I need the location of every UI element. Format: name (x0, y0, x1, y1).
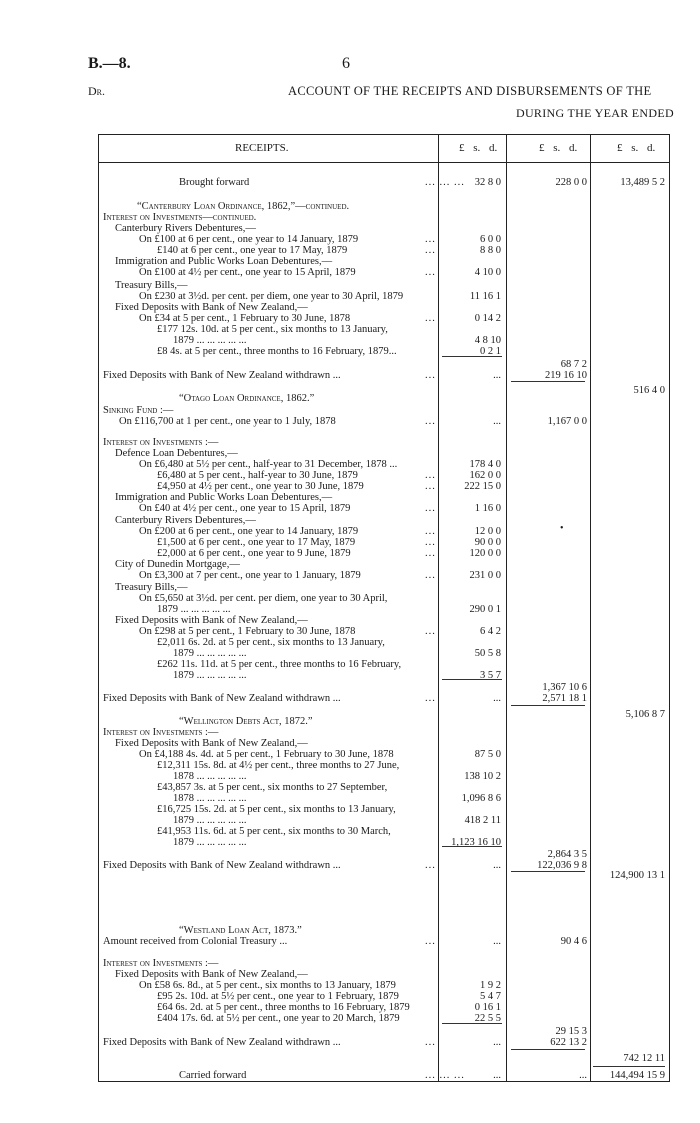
amount-c1: ... (493, 416, 501, 427)
row-label: Defence Loan Debentures,— (115, 448, 238, 459)
amount-c1: ... (493, 936, 501, 947)
table-row (99, 234, 669, 245)
amount-c1: 4 8 10 (474, 335, 501, 346)
sum-rule (442, 356, 502, 357)
amount-c1: 8 8 0 (480, 245, 501, 256)
table-row (99, 470, 669, 481)
table-row (99, 437, 669, 448)
sum-rule (442, 1023, 502, 1024)
amount-c1: 6 0 0 (480, 234, 501, 245)
table-row (99, 670, 669, 681)
table-row (99, 793, 669, 804)
amount-c1: ... (493, 370, 501, 381)
table-row (99, 223, 669, 234)
c2-column-header: £ s. d. (539, 142, 578, 154)
row-label: Fixed Deposits with Bank of New Zealand,— (115, 738, 308, 749)
amount-c1: 90 0 0 (474, 537, 501, 548)
row-label: 1879 ... ... ... ... ... (173, 670, 247, 681)
table-row (99, 212, 669, 223)
row-label: City of Dunedin Mortgage,— (115, 559, 240, 570)
leader-dots: ... (425, 537, 436, 548)
leader-dots: ... (425, 1037, 436, 1048)
table-row (99, 682, 669, 693)
row-label: Carried forward (179, 1070, 247, 1081)
table-row (99, 346, 669, 357)
leader-dots: ... (425, 481, 436, 492)
amount-c2: 29 15 3 (555, 1026, 587, 1037)
row-label: Fixed Deposits with Bank of New Zealand,— (115, 969, 308, 980)
row-label: “Otago Loan Ordinance, 1862.” (179, 393, 315, 404)
row-label: £6,480 at 5 per cent., half-year to 30 June, 1879 (157, 470, 358, 481)
amount-c1: 12 0 0 (474, 526, 501, 537)
header-divider (99, 162, 669, 163)
table-row (99, 593, 669, 604)
table-row (99, 416, 669, 427)
table-row (99, 837, 669, 848)
table-row (99, 815, 669, 826)
row-label: 1879 ... ... ... ... ... (173, 837, 247, 848)
table-row (99, 359, 669, 370)
amount-c1: 290 0 1 (469, 604, 501, 615)
table-row (99, 727, 669, 738)
table-row (99, 991, 669, 1002)
amount-c1: 4 10 0 (474, 267, 501, 278)
row-label: Canterbury Rivers Debentures,— (115, 223, 256, 234)
debit-side-label: Dr. (88, 84, 106, 98)
table-row (99, 771, 669, 782)
row-label: Fixed Deposits with Bank of New Zealand withdrawn ... (103, 370, 341, 381)
amount-c1: 1,096 8 6 (461, 793, 501, 804)
page-title: ACCOUNT OF THE RECEIPTS AND DISBURSEMENTS OF THE (288, 84, 652, 98)
row-label: £43,857 3s. at 5 per cent., six months to 27 September, (157, 782, 388, 793)
amount-c2: 2,864 3 5 (547, 849, 587, 860)
table-row (99, 936, 669, 947)
amount-c1: 0 14 2 (474, 313, 501, 324)
sum-rule (511, 1049, 585, 1050)
table-row (99, 267, 669, 278)
table-row (99, 503, 669, 514)
row-label: £95 2s. 10d. at 5½ per cent., one year to 1 February, 1879 (157, 991, 399, 1002)
amount-c1: 6 4 2 (480, 626, 501, 637)
receipts-column-header: RECEIPTS. (235, 142, 289, 154)
sum-rule (511, 871, 585, 872)
row-label: On £6,480 at 5½ per cent., half-year to 31 December, 1878 ... (139, 459, 398, 470)
amount-c2: 622 13 2 (550, 1037, 587, 1048)
table-row (99, 659, 669, 670)
page-subtitle: DURING THE YEAR ENDED (516, 106, 674, 120)
amount-c2: 228 0 0 (555, 177, 587, 188)
table-row (99, 302, 669, 313)
row-label: Interest on Investments :— (103, 958, 219, 969)
row-label: £41,953 11s. 6d. at 5 per cent., six months to 30 March, (157, 826, 391, 837)
row-label: Fixed Deposits with Bank of New Zealand withdrawn ... (103, 860, 341, 871)
table-row (99, 826, 669, 837)
row-label: 1878 ... ... ... ... ... (173, 793, 247, 804)
amount-c1: 1,123 16 10 (451, 837, 501, 848)
row-label: On £58 6s. 8d., at 5 per cent., six months to 13 January, 1879 (139, 980, 396, 991)
row-label: “Westland Loan Act, 1873.” (179, 925, 302, 936)
table-row (99, 782, 669, 793)
row-label: £64 6s. 2d. at 5 per cent., three months to 16 February, 1879 (157, 1002, 410, 1013)
amount-c1: 178 4 0 (469, 459, 501, 470)
amount-c1: 0 2 1 (480, 346, 501, 357)
row-label: £4,950 at 4½ per cent., one year to 30 June, 1879 (157, 481, 364, 492)
leader-dots: ... (425, 370, 436, 381)
row-label: On £100 at 6 per cent., one year to 14 January, 1879 (139, 234, 359, 245)
table-row (99, 958, 669, 969)
row-label: £2,000 at 6 per cent., one year to 9 June, 1879 (157, 548, 351, 559)
table-row (99, 626, 669, 637)
amount-c1: 50 5 8 (474, 648, 501, 659)
row-label: £262 11s. 11d. at 5 per cent., three months to 16 February, (157, 659, 402, 670)
table-row (99, 405, 669, 416)
table-row (99, 1070, 669, 1081)
leader-dots: ... (425, 416, 436, 427)
leader-dots: ... (425, 860, 436, 871)
row-label: £1,500 at 6 per cent., one year to 17 May, 1879 (157, 537, 356, 548)
table-row (99, 245, 669, 256)
row-label: £2,011 6s. 2d. at 5 per cent., six months to 13 January, (157, 637, 385, 648)
leader-dots: ... (425, 526, 436, 537)
amount-c1: 3 5 7 (480, 670, 501, 681)
amount-c2: 122,036 9 8 (537, 860, 587, 871)
table-row (99, 749, 669, 760)
amount-c1: 162 0 0 (469, 470, 501, 481)
row-label: Amount received from Colonial Treasury ... (103, 936, 288, 947)
amount-c3: 13,489 5 2 (620, 177, 665, 188)
row-label: 1879 ... ... ... ... ... (157, 604, 231, 615)
row-label: Immigration and Public Works Loan Debentures,— (115, 492, 333, 503)
table-row (99, 716, 669, 727)
amount-c1: 22 5 5 (474, 1013, 501, 1024)
amount-c1: ... (493, 1070, 501, 1081)
row-label: 1879 ... ... ... ... ... (173, 648, 247, 659)
table-row (99, 1053, 669, 1064)
row-label: Interest on Investments :— (103, 437, 219, 448)
amount-c2: 68 7 2 (560, 359, 587, 370)
document-id: B.—8. (88, 55, 131, 72)
leader-dots: ... (425, 313, 436, 324)
row-label: On £200 at 6 per cent., one year to 14 January, 1879 (139, 526, 359, 537)
amount-c1: 231 0 0 (469, 570, 501, 581)
table-row (99, 548, 669, 559)
row-label: £16,725 15s. 2d. at 5 per cent., six months to 13 January, (157, 804, 396, 815)
row-label: Fixed Deposits with Bank of New Zealand,— (115, 302, 308, 313)
row-label: Fixed Deposits with Bank of New Zealand,— (115, 615, 308, 626)
row-label: £12,311 15s. 8d. at 4½ per cent., three months to 27 June, (157, 760, 400, 771)
row-label: £8 4s. at 5 per cent., three months to 16 February, 1879... (157, 346, 397, 357)
table-row (99, 370, 669, 381)
table-row (99, 925, 669, 936)
table-row (99, 693, 669, 704)
amount-c1: 120 0 0 (469, 548, 501, 559)
table-row (99, 492, 669, 503)
table-row (99, 980, 669, 991)
row-label: £177 12s. 10d. at 5 per cent., six months to 13 January, (157, 324, 388, 335)
table-row (99, 526, 669, 537)
table-row (99, 582, 669, 593)
amount-c1: 11 16 1 (469, 291, 501, 302)
amount-c3: 144,494 15 9 (609, 1070, 665, 1081)
table-row (99, 280, 669, 291)
table-row (99, 313, 669, 324)
table-row (99, 1013, 669, 1024)
table-row (99, 738, 669, 749)
table-row (99, 637, 669, 648)
sum-rule (442, 679, 502, 680)
amount-c2: ... (579, 1070, 587, 1081)
amount-c1: 87 5 0 (474, 749, 501, 760)
leader-dots: ... (425, 693, 436, 704)
amount-c1: 1 9 2 (480, 980, 501, 991)
row-label: £404 17s. 6d. at 5½ per cent., one year to 20 March, 1879 (157, 1013, 400, 1024)
table-row (99, 335, 669, 346)
table-row (99, 760, 669, 771)
amount-c2: 2,571 18 1 (542, 693, 587, 704)
leader-dots: ... (425, 503, 436, 514)
amount-c3: 5,106 8 7 (625, 709, 665, 720)
leader-dots: ... (425, 548, 436, 559)
c1-column-header: £ s. d. (459, 142, 498, 154)
row-label: Fixed Deposits with Bank of New Zealand withdrawn ... (103, 693, 341, 704)
row-label: Sinking Fund :— (103, 405, 174, 416)
amount-c2: 1,367 10 6 (542, 682, 587, 693)
sum-rule (511, 381, 585, 382)
table-row (99, 324, 669, 335)
amount-c1: 0 16 1 (474, 1002, 501, 1013)
amount-c2: 219 16 10 (545, 370, 587, 381)
leader-dots: ... (425, 245, 436, 256)
row-label: On £34 at 5 per cent., 1 February to 30 June, 1878 (139, 313, 351, 324)
leader-dots: ... (425, 936, 436, 947)
row-label: On £298 at 5 per cent., 1 February to 30 June, 1878 (139, 626, 356, 637)
table-row (99, 559, 669, 570)
table-row (99, 177, 669, 188)
row-label: Interest on Investments—continued. (103, 212, 257, 223)
leader-dots: ... ... ... (425, 177, 465, 188)
table-row (99, 1026, 669, 1037)
amount-c3: 742 12 11 (623, 1053, 665, 1064)
row-label: Canterbury Rivers Debentures,— (115, 515, 256, 526)
row-label: Brought forward (179, 177, 250, 188)
amount-c1: ... (493, 693, 501, 704)
table-row (99, 393, 669, 404)
sum-rule (442, 846, 502, 847)
amount-c3: 124,900 13 1 (609, 870, 665, 881)
amount-c1: 222 15 0 (464, 481, 501, 492)
row-label: On £100 at 4½ per cent., one year to 15 April, 1879 (139, 267, 356, 278)
row-label: Immigration and Public Works Loan Debentures,— (115, 256, 333, 267)
leader-dots: ... (425, 470, 436, 481)
amount-c1: 32 8 0 (474, 177, 501, 188)
sum-rule (593, 1066, 665, 1067)
amount-c1: 1 16 0 (474, 503, 501, 514)
table-row (99, 804, 669, 815)
row-label: 1878 ... ... ... ... ... (173, 771, 247, 782)
amount-c1: ... (493, 1037, 501, 1048)
table-row (99, 648, 669, 659)
leader-dots: ... (425, 570, 436, 581)
table-row (99, 1002, 669, 1013)
table-row (99, 969, 669, 980)
table-row (99, 459, 669, 470)
table-row (99, 256, 669, 267)
table-row (99, 849, 669, 860)
table-row (99, 537, 669, 548)
row-label: “Wellington Debts Act, 1872.” (179, 716, 313, 727)
amount-c1: 418 2 11 (464, 815, 501, 826)
row-label: £140 at 6 per cent., one year to 17 May, 1879 (157, 245, 348, 256)
amount-c1: ... (493, 860, 501, 871)
ink-speck: • (560, 523, 564, 534)
leader-dots: ... (425, 267, 436, 278)
table-row (99, 1037, 669, 1048)
row-label: “Canterbury Loan Ordinance, 1862,”—continued. (137, 201, 350, 212)
row-label: On £116,700 at 1 per cent., one year to 1 July, 1878 (119, 416, 336, 427)
row-label: On £4,188 4s. 4d. at 5 per cent., 1 February to 30 June, 1878 (139, 749, 394, 760)
row-label: 1879 ... ... ... ... ... (173, 335, 247, 346)
amount-c1: 5 4 7 (480, 991, 501, 1002)
row-label: On £5,650 at 3½d. per cent. per diem, one year to 30 April, (139, 593, 388, 604)
page-number: 6 (342, 55, 350, 72)
row-label: Treasury Bills,— (115, 582, 188, 593)
row-label: On £230 at 3½d. per cent. per diem, one year to 30 April, 1879 (139, 291, 404, 302)
table-row (99, 291, 669, 302)
amount-c1: 138 10 2 (464, 771, 501, 782)
sum-rule (511, 705, 585, 706)
leader-dots: ... (425, 626, 436, 637)
table-row (99, 481, 669, 492)
row-label: Treasury Bills,— (115, 280, 188, 291)
table-row (99, 448, 669, 459)
row-label: On £40 at 4½ per cent., one year to 15 April, 1879 (139, 503, 351, 514)
leader-dots: ... ... ... (425, 1070, 465, 1081)
row-label: 1879 ... ... ... ... ... (173, 815, 247, 826)
leader-dots: ... (425, 234, 436, 245)
amount-c2: 1,167 0 0 (547, 416, 587, 427)
amount-c3: 516 4 0 (633, 385, 665, 396)
table-row (99, 570, 669, 581)
row-label: Fixed Deposits with Bank of New Zealand withdrawn ... (103, 1037, 341, 1048)
amount-c2: 90 4 6 (560, 936, 587, 947)
c3-column-header: £ s. d. (617, 142, 656, 154)
receipts-table (98, 134, 670, 1082)
table-row (99, 201, 669, 212)
row-label: Interest on Investments :— (103, 727, 219, 738)
table-row (99, 604, 669, 615)
table-row (99, 615, 669, 626)
row-label: On £3,300 at 7 per cent., one year to 1 January, 1879 (139, 570, 361, 581)
